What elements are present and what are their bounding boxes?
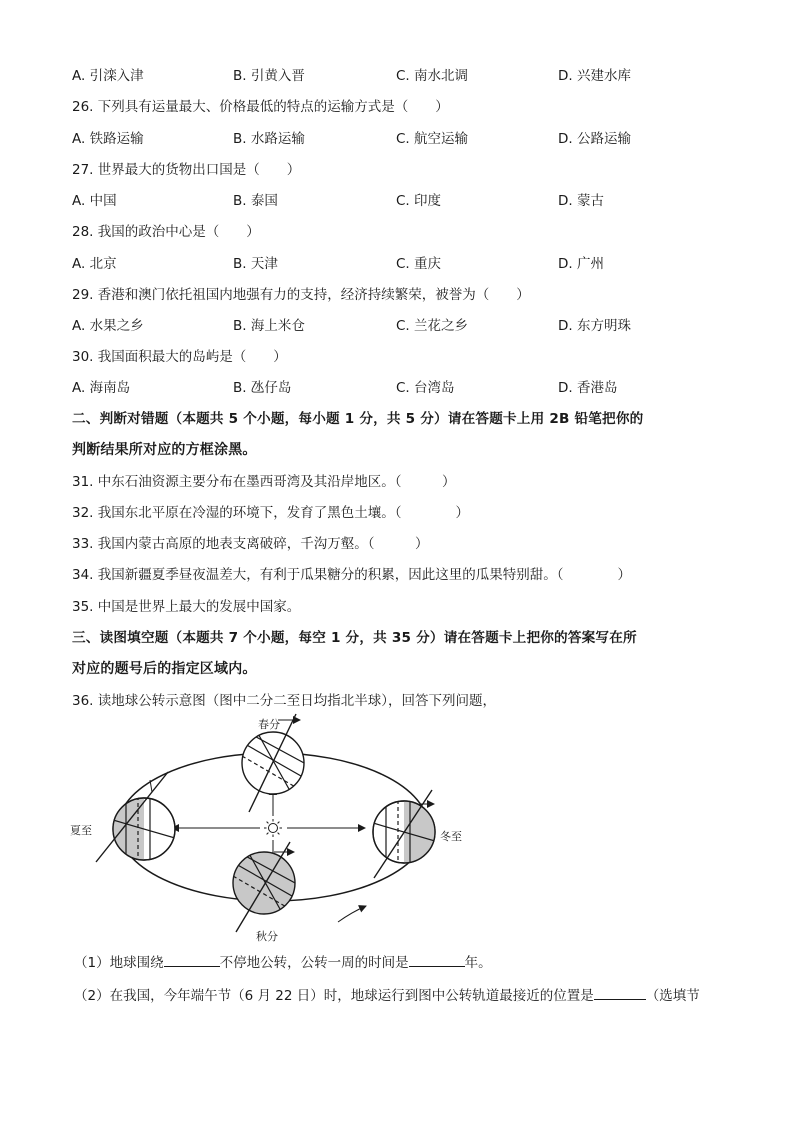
- q29-option-c: C. 兰花之乡: [396, 318, 469, 334]
- q25-option-b: B. 引黄入晋: [233, 68, 305, 84]
- q30-option-a: A. 海南岛: [72, 380, 131, 396]
- sub1-blank-1[interactable]: [164, 952, 220, 967]
- sub1-part2: 不停地公转，公转一周的时间是: [219, 955, 409, 971]
- q29-option-d: D. 东方明珠: [558, 318, 631, 334]
- question-34: 34. 我国新疆夏季昼夜温差大，有利于瓜果糖分的积累，因此这里的瓜果特别甜。（ ）: [72, 567, 632, 583]
- section-2-heading-line1: 二、判断对错题（本题共 5 个小题，每小题 1 分，共 5 分）请在答题卡上用 2B 铅笔把你的: [72, 411, 644, 427]
- question-35: 35. 中国是世界上最大的发展中国家。: [72, 599, 301, 615]
- question-27: 27. 世界最大的货物出口国是（ ）: [72, 162, 301, 178]
- q28-option-c: C. 重庆: [396, 256, 442, 272]
- q26-option-b: B. 水路运输: [233, 131, 305, 147]
- sub1-blank-2[interactable]: [409, 952, 465, 967]
- sub1-part3: 年。: [464, 955, 492, 971]
- label-autumn-equinox: 秋分: [256, 930, 278, 943]
- q25-option-a: A. 引滦入津: [72, 68, 144, 84]
- section-3-heading-line1: 三、读图填空题（本题共 7 个小题，每空 1 分，共 35 分）请在答题卡上把你的答案写在所: [72, 630, 637, 646]
- earth-autumn-equinox: [227, 842, 299, 932]
- section-3-heading-line2: 对应的题号后的指定区域内。: [72, 661, 257, 677]
- question-32: 32. 我国东北平原在冷湿的环境下，发育了黑色土壤。（ ）: [72, 505, 470, 521]
- q29-option-b: B. 海上米仓: [233, 318, 305, 334]
- q26-option-a: A. 铁路运输: [72, 131, 144, 147]
- question-36: 36. 读地球公转示意图（图中二分二至日均指北半球），回答下列问题，: [72, 693, 497, 709]
- question-28: 28. 我国的政治中心是（ ）: [72, 224, 260, 240]
- q29-option-a: A. 水果之乡: [72, 318, 144, 334]
- earth-winter-solstice: [373, 790, 435, 878]
- q27-option-c: C. 印度: [396, 193, 442, 209]
- q30-option-c: C. 台湾岛: [396, 380, 455, 396]
- q27-option-b: B. 泰国: [233, 193, 278, 209]
- sub1-part1: （1）地球围绕: [74, 955, 164, 971]
- q26-option-d: D. 公路运输: [558, 131, 631, 147]
- q28-option-d: D. 广州: [558, 256, 604, 272]
- q28-option-b: B. 天津: [233, 256, 278, 272]
- q30-option-b: B. 氹仔岛: [233, 380, 292, 396]
- label-spring-equinox: 春分: [258, 718, 280, 731]
- earth-summer-solstice: [96, 772, 175, 864]
- section-2-heading-line2: 判断结果所对应的方框涂黑。: [72, 442, 257, 458]
- q25-option-d: D. 兴建水库: [558, 68, 631, 84]
- sub2-part2: （选填节: [645, 988, 700, 1004]
- question-29: 29. 香港和澳门依托祖国内地强有力的支持，经济持续繁荣，被誉为（ ）: [72, 287, 530, 303]
- q25-option-c: C. 南水北调: [396, 68, 469, 84]
- sun-icon: [264, 819, 282, 837]
- q27-option-d: D. 蒙古: [558, 193, 604, 209]
- question-31: 31. 中东石油资源主要分布在墨西哥湾及其沿岸地区。（ ）: [72, 474, 456, 490]
- earth-orbit-diagram: [60, 712, 480, 944]
- orbit-direction-arrow: [338, 906, 366, 922]
- q30-option-d: D. 香港岛: [558, 380, 618, 396]
- label-winter-solstice: 冬至: [440, 830, 462, 843]
- question-30: 30. 我国面积最大的岛屿是（ ）: [72, 349, 287, 365]
- sub2-part1: （2）在我国，今年端午节（6 月 22 日）时，地球运行到图中公转轨道最接近的位置是: [74, 988, 594, 1004]
- question-33: 33. 我国内蒙古高原的地表支离破碎，千沟万壑。（ ）: [72, 536, 429, 552]
- question-26: 26. 下列具有运量最大、价格最低的特点的运输方式是（ ）: [72, 99, 449, 115]
- label-summer-solstice: 夏至: [70, 824, 92, 837]
- question-36-sub1: [74, 952, 492, 972]
- q27-option-a: A. 中国: [72, 193, 117, 209]
- question-36-sub2: [74, 985, 700, 1005]
- q28-option-a: A. 北京: [72, 256, 117, 272]
- q26-option-c: C. 航空运输: [396, 131, 469, 147]
- sub2-blank[interactable]: [594, 985, 646, 1000]
